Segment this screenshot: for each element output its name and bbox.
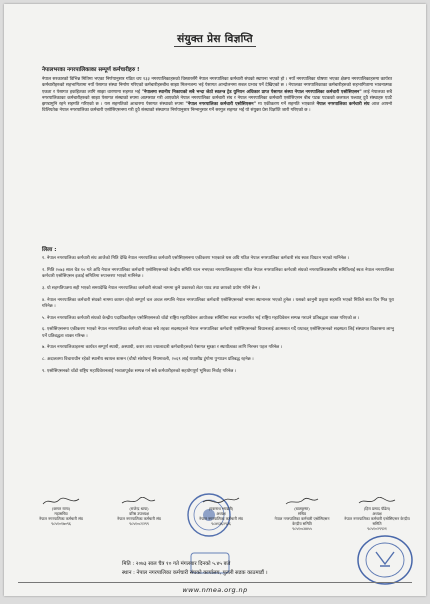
signatory-phone: ९८५१०८४४५५ (292, 526, 312, 531)
demand-item: ७. नेपाल नगरपालिकाहरुमा कार्यरत सम्पूर्ण स्थायी, अस्थायी, करार तथा ज्यालादारी कर्मचारीहरुको पेसागत सुरक्षा र स्थायीत्वका लागि निरन्तर पहल गरिनेछ । (42, 345, 283, 351)
signatory-org: नेपाल नगरपालिका कर्मचारी संघ (117, 516, 161, 521)
footer-website: www.nmea.org.np (182, 586, 248, 594)
signature-5 (357, 497, 397, 506)
demand-item: ६. एसोसिएसनमा एकीकरण भएको नेपाल नगरपालिका कर्मचारी संघका सबै तहका सदस्यहरुले नेपाल नगरपालिका कर्मचारी एसोसिएसनको विधानलाई आत्मसात गर्दै यथावत् एसोसिएसनको सदस्यता लिई संस्थागत विकासमा लाग्नु पर्ने प्रतिबद्धता व्यक्त गरिन्छ । (42, 327, 394, 339)
signatory-name: (राजेन्द्र थापा) (129, 506, 149, 511)
intro-bold-1: "नेपालमा स्थानीय निकायको सबै भन्दा जेठो स्वतन्त्र ट्रेड युनियन अधिकार प्राप्त पेसागत संस्था नेपाल नगरपालिका कर्मचारी एसोसिएसन" (141, 89, 362, 95)
signatory-phone: ९८४१३६२९३६ (211, 521, 231, 526)
signatory-4 (270, 497, 334, 531)
signatory-role: सचिव (297, 511, 307, 516)
salutation: नेपालभरका नगरपालिकाका सम्पूर्ण कर्मचारीहरु ! (42, 67, 140, 73)
signature-4 (282, 497, 322, 506)
signatory-org: नेपाल नगरपालिका कर्मचारी एसोसिएसन केन्द्रीय समिति (344, 516, 410, 526)
signatory-role: अध्यक्ष (372, 511, 382, 516)
signature-3 (201, 497, 241, 506)
association-seal-stamp (356, 534, 414, 586)
signature-1 (41, 497, 81, 506)
signatory-phone: ९८५१०२९९२१ (367, 526, 387, 531)
signature-2 (119, 497, 159, 506)
signatory-role: महासचिव (54, 511, 68, 516)
footer-divider (18, 582, 412, 583)
signatory-5 (342, 497, 412, 531)
signatory-name: (एकनाथ भण्डारी) (208, 506, 234, 511)
signatory-3 (186, 497, 256, 526)
intro-text-4: आज आफ्नो विलियतेक नेपाल नगरपालिका कर्मचारी एसोसिएसनमा गरी दुवै संस्थाको संस्थागत निर्णयानुसार निम्नानुसार गर्ने सरगुल सहमत भई यो संयुक्त प्रेस विज्ञप्ति जारी गरिएको छ । (42, 102, 393, 114)
signatory-name: (कमल राणा) (51, 506, 71, 511)
title-underline (174, 46, 256, 47)
intro-paragraph (42, 77, 392, 115)
signatory-phone: ९८५१०८१२९९ (129, 521, 149, 526)
signatory-2 (110, 497, 168, 526)
demand-item: ९. एसोसिएसनको चाँडो राष्ट्रिय महाधिवेशनलाई भव्यतापूर्वक सम्पन्न गर्न सबै कर्मचारीहरुको सहयोगपूर्ण भूमिका निर्वाह गरिनेछ । (42, 368, 237, 374)
demand-item: ३. यो सहमतिपत्रमा सही भएको समयदेखि नेपाल नगरपालिका कर्मचारी संघको नाममा कुनै प्रकारको लेटर प्याड तथा छापको प्रयोग गरिने छैन । (42, 285, 261, 291)
document-title: संयुक्त प्रेस विज्ञप्ति (177, 33, 253, 45)
footer-date: मिति : २०७३ साल चैत्र १० गते मंगलबार दिनको ५.४५ बजे (122, 561, 231, 567)
signatory-org: नेपाल नगरपालिका कर्मचारी संघ (39, 516, 83, 521)
demand-item: १. नेपाल नगरपालिका कर्मचारी संघ आजैको मिति देखि नेपाल नगरपालिका कर्मचारी एसोसिएसनमा एकीकरण भएकाले यस अघि गठित नेपाल नगरपालिका कर्मचारी संघ स्वतः विघटन भएको मानिनेछ । (42, 256, 349, 261)
signatory-role: अध्यक्ष (216, 511, 226, 516)
intro-text-3: मा एकीकरण गर्ने सहमति भएकाले (257, 102, 315, 107)
signatory-role: वरिष्ठ उपाध्यक्ष (129, 511, 149, 516)
intro-bold-2: "नेपाल नगरपालिका कर्मचारी एसोसिएसन" (185, 102, 256, 107)
signatory-org: नेपाल नगरपालिका कर्मचारी एसोसिएसन केन्द्रीय समिति (274, 516, 330, 526)
intro-text-2: लाई नेपालका सबै नगरपालिकाका कर्मचारीहरुको साझा पेसागत संस्थाको रुपमा आत्मसात गरी आएकोले नेपाल नगरपालिका कर्मचारी संघ र नेपाल नगरपालिका कर्मचारी एसोसिएसन बीच पटक पटकको छलफल पश्चात् दुवै संस्थाहरु एउटै झण्डामुनि रहने सहमति गरिएको छ । यस सहमतिको आधारमा पेसागत संस्थाको रुपमा (42, 89, 392, 107)
demand-item: ५. नेपाल नगरपालिका कर्मचारी संघको केन्द्रीय पदाधिकारीहरु एसोसिएसनको चाँडो राष्ट्रिय महाधिवेशन आयोजक समितिमा स्वतः रुपान्तरित भई राष्ट्रिय महाधिवेशन सम्पन्न गराउने प्रतिबद्धता व्यक्त गरिएको छ । (42, 315, 360, 321)
signatory-name: (बालकृष्ण) (294, 506, 310, 511)
signatures-row (24, 497, 414, 533)
intro-text-1: नेपाल सरकारको विभिन्न मितिमा भएका निर्णयानुसार गठित थप १३३ नगरपालिकाहरुको विस्तारसँगै नेपाल नगरपालिका कर्मचारी संघको स्थापना भएको हो । नयाँ नगरपालिका घोषणा भएका क्षेत्रमा नगरपालिकाहरुमा कार्यरत कर्मचारीहरुको सहभागितामा नयाँ पेसागत संस्था निर्माण गरिएको कर्मचारीहरुबीच साझा मिलनजन्य भई पेसागत आन्दोलनमा सबल प्रभाव पर्ने देखिएको छ । नेपालका नगरपालिकाका कर्मचारीहरुको सहभागितामा भावनात्मक एकता र पेसागत हकहितका लागि साझा धारणामा सहमत भई (42, 77, 392, 95)
signatory-phone: ९८५१०१७०९६ (51, 521, 71, 526)
demands-heading: लिला : (42, 247, 57, 253)
demand-item: ४. नेपाल नगरपालिका कर्मचारी संघको नाममा कायम रहेको सम्पूर्ण चल अचल सम्पत्ति नेपाल नगरपालिका कर्मचारी एसोसिएसनको नाममा स्थानान्तर भएको हुनेछ । यसको कानुनी प्रकृया सहमति भएको मितिले सात दिन भित्र पूरा गरिनेछ । (42, 297, 394, 309)
signatory-1 (32, 497, 90, 526)
signatory-org: नेपाल नगरपालिका कर्मचारी संघ (199, 516, 243, 521)
signatory-name: (हिरा प्रसाद पौडेल) (363, 506, 391, 511)
intro-bold-3: नेपाल नगरपालिका कर्मचारी संघ (316, 102, 370, 107)
press-release-page (4, 4, 426, 596)
footer-location: स्थान : नेपाल नगरपालिका कर्मचारी संघको कार्यालय, पुतली सडक काठमाडौं । (122, 570, 268, 576)
demand-item: ८. अदालतमा विचाराधीन रहेको स्थानीय स्वायत्त शासन (चौथो संशोधन) नियमावली, २०६९ लाई यथाशीघ्र टुंगोमा पुऱ्याउन प्रतिबद्ध रहनेछ । (42, 357, 254, 363)
demand-item: २. मिति २०७३ साल चैत्र १० गते अघि नेपाल नगरपालिका कर्मचारी एसोसिएसनको केन्द्रीय समिति गठन नभएका नगरपालिकाहरुमा गठित नेपाल नगरपालिका कर्मचारी संघको नगरपालिकास्तरीय समितिलाई स्वतः नेपाल नगरपालिका कर्मचारी एसोसिएसन इकाई समितिमा रुपान्तरण भएको मानिनेछ । (42, 267, 394, 279)
demands-list (42, 256, 394, 381)
